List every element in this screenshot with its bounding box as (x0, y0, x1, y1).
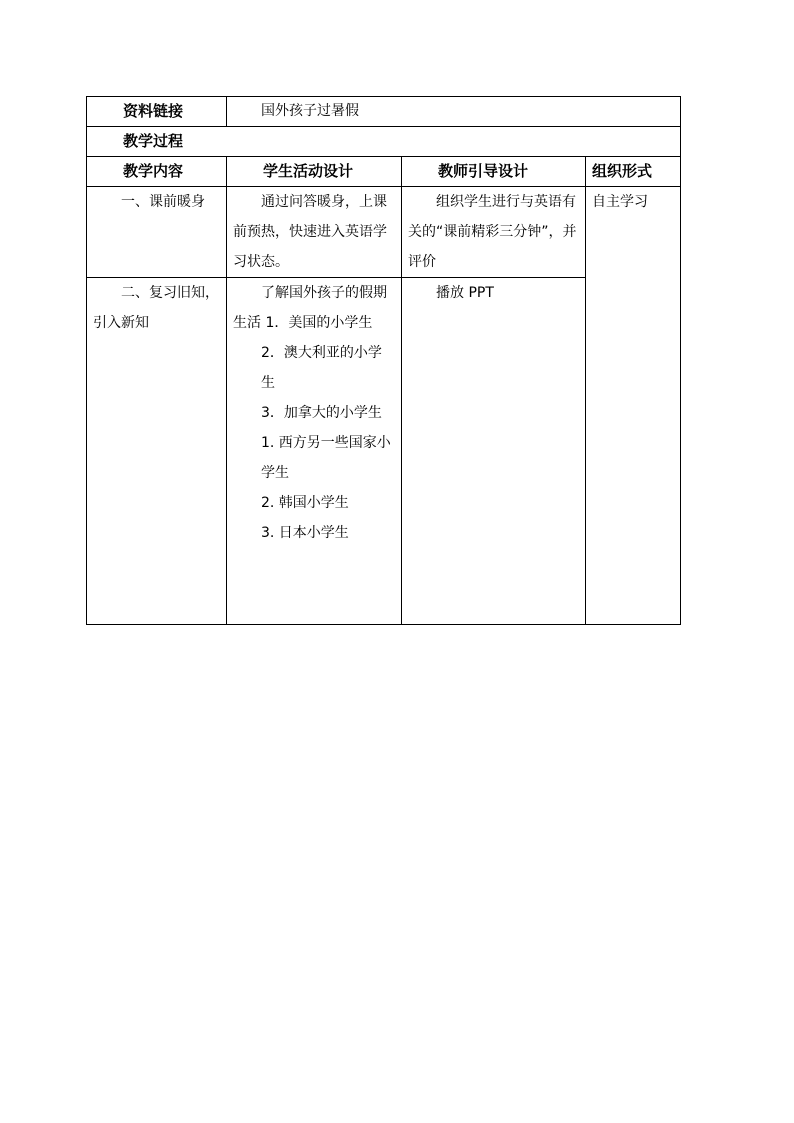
teaching-process-label: 教学过程 (87, 127, 681, 157)
review-teacher-guidance: 播放 PPT (402, 278, 586, 625)
header-row (87, 157, 681, 187)
lesson-plan-table (86, 96, 681, 625)
resource-link-value: 国外孩子过暑假 (227, 97, 681, 127)
review-student-activity (227, 278, 402, 625)
review-student-item: 3．加拿大的小学生 (261, 405, 382, 421)
review-student-intro: 了解国外孩子的假期生活 1．美国的小学生 (233, 285, 387, 331)
resource-link-label: 资料链接 (87, 97, 227, 127)
warmup-teacher-guidance: 组织学生进行与英语有关的“课前精彩三分钟”，并评价 (402, 187, 586, 278)
review-student-item: 3. 日本小学生 (261, 525, 349, 541)
resource-link-row (87, 97, 681, 127)
review-student-item: 2．澳大利亚的小学生 (261, 345, 382, 391)
warmup-row (87, 187, 681, 278)
header-teacher-guidance: 教师引导设计 (402, 157, 586, 187)
header-organization-form: 组织形式 (586, 157, 681, 187)
warmup-content: 一、课前暖身 (87, 187, 227, 278)
review-content: 二、复习旧知，引入新知 (87, 278, 227, 625)
teaching-process-row (87, 127, 681, 157)
review-student-item: 2. 韩国小学生 (261, 495, 349, 511)
review-student-item: 1. 西方另一些国家小学生 (261, 435, 391, 481)
organization-form-cell: 自主学习 (586, 187, 681, 625)
header-student-activity: 学生活动设计 (227, 157, 402, 187)
header-content: 教学内容 (87, 157, 227, 187)
warmup-student-activity: 通过问答暖身，上课前预热，快速进入英语学习状态。 (227, 187, 402, 278)
